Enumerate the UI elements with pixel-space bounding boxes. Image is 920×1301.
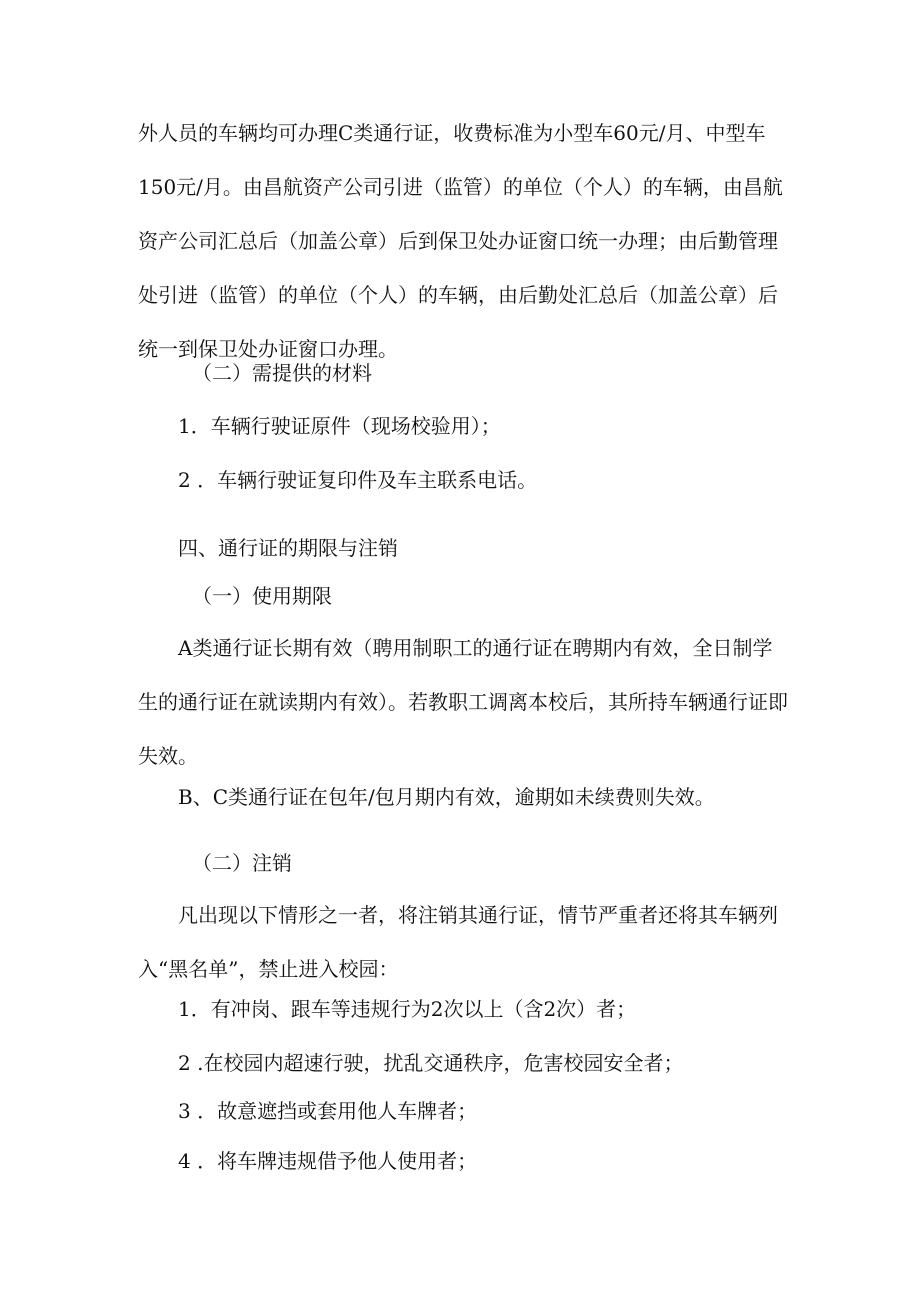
materials-item-2: 2 ．车辆行驶证复印件及车主联系电话。 bbox=[178, 468, 538, 492]
validity-paragraph-a: A类通行证长期有效（聘用制职工的通行证在聘期内有效，全日制学生的通行证在就读期内有效）。若教职工调离本校后，其所持车辆通行证即失效。 bbox=[138, 636, 788, 768]
cancellation-item-3: 3 ．故意遮挡或套用他人车牌者； bbox=[178, 1099, 478, 1123]
materials-heading: （二）需提供的材料 bbox=[192, 361, 372, 385]
cancellation-paragraph: 凡出现以下情形之一者，将注销其通行证，情节严重者还将其车辆列入“黑名单”，禁止进入校园： bbox=[138, 903, 778, 981]
section-four-heading: 四、通行证的期限与注销 bbox=[178, 536, 398, 560]
cancellation-item-1: 1．有冲岗、跟车等违规行为2次以上（含2次）者； bbox=[178, 997, 637, 1021]
intro-paragraph: 外人员的车辆均可办理C类通行证，收费标准为小型车60元/月、中型车150元/月。由昌航资产公司引进（监管）的单位（个人）的车辆，由昌航资产公司汇总后（加盖公章）后到保卫处办证窗口统一办理；由后勤管理处引进（监管）的单位（个人）的车辆，由后勤处汇总后（加盖公章）后统一到保卫处办证窗口办理。 bbox=[138, 121, 783, 361]
cancellation-item-2: 2 .在校园内超速行驶，扰乱交通秩序，危害校园安全者； bbox=[178, 1051, 684, 1075]
validity-heading: （一）使用期限 bbox=[192, 584, 332, 608]
materials-item-1: 1．车辆行驶证原件（现场校验用）； bbox=[178, 414, 501, 438]
validity-paragraph-bc: B、C类通行证在包年/包月期内有效，逾期如未续费则失效。 bbox=[178, 785, 715, 809]
cancellation-heading: （二）注销 bbox=[192, 851, 292, 875]
cancellation-item-4: 4 ．将车牌违规借予他人使用者； bbox=[178, 1149, 478, 1173]
